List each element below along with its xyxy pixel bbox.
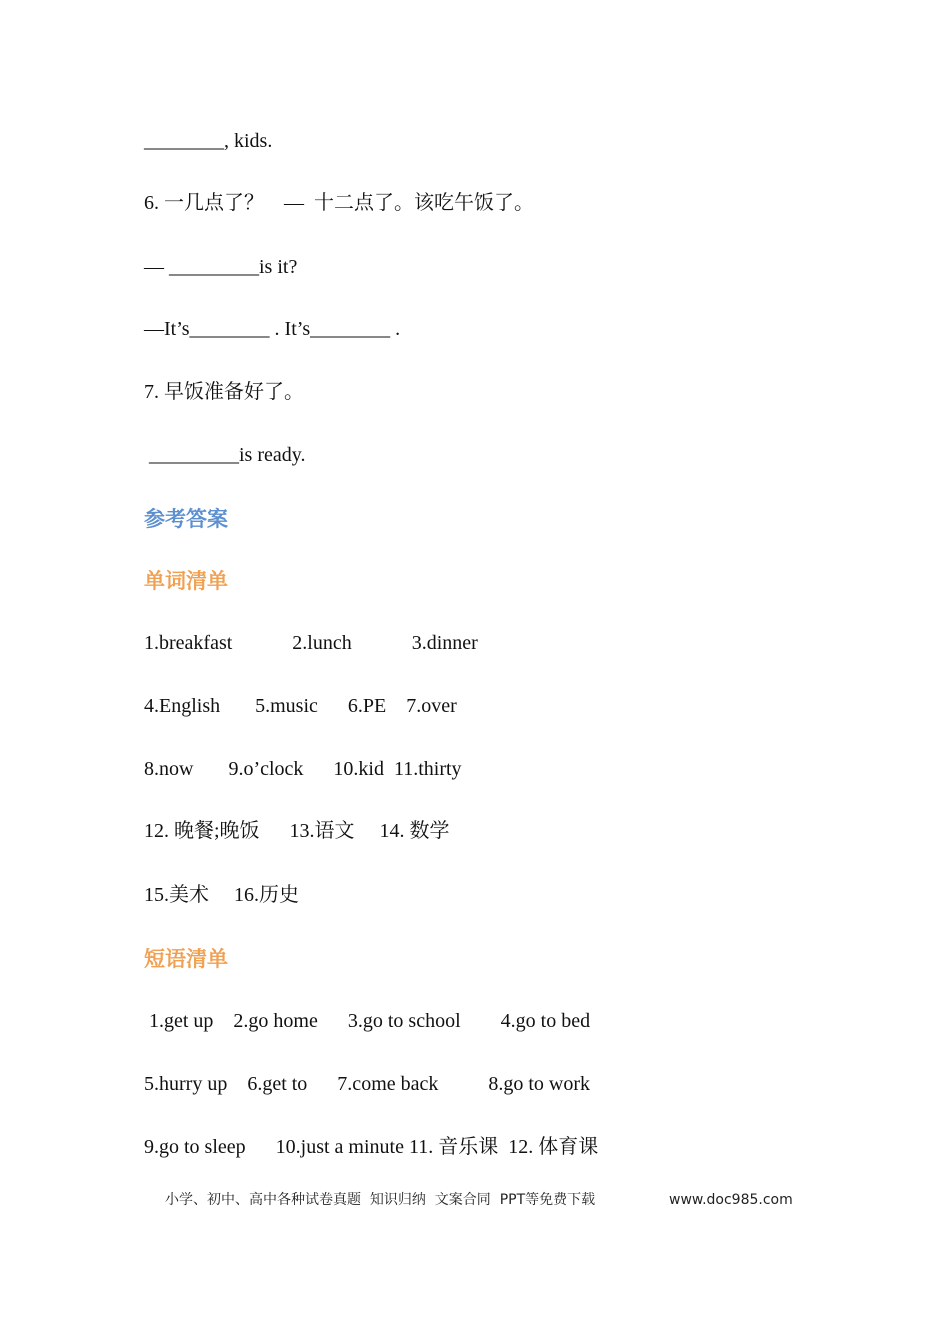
phrase-list-row-1: 1.get up 2.go home 3.go to school 4.go to bed [144,1010,591,1032]
answer-key-heading: 参考答案 [144,507,228,531]
word-list-row-4: 12. 晚餐;晚饭 13.语文 14. 数学 [144,820,450,842]
footer-text: 小学、初中、高中各种试卷真题 知识归纳 文案合同 PPT等免费下载 [165,1192,596,1208]
phrase-list-row-3: 9.go to sleep 10.just a minute 11. 音乐课 12. 体育课 [144,1136,599,1158]
exercise-line-1: ________, kids. [144,130,273,152]
phrase-list-heading: 短语清单 [144,947,228,971]
word-list-row-3: 8.now 9.o’clock 10.kid 11.thirty [144,758,462,780]
question-6: 6. 一几点了？ — 十二点了。该吃午饭了。 [144,192,534,214]
word-list-row-2: 4.English 5.music 6.PE 7.over [144,695,457,717]
word-list-heading: 单词清单 [144,569,228,593]
question-6-blank-a: — _________is it? [144,256,298,278]
question-7-blank: _________is ready. [144,444,306,466]
question-6-blank-b: —It’s________ . It’s________ . [144,318,401,340]
word-list-row-5: 15.美术 16.历史 [144,884,299,906]
footer-url[interactable]: www.doc985.com [669,1192,793,1208]
word-list-row-1: 1.breakfast 2.lunch 3.dinner [144,632,478,654]
question-7: 7. 早饭准备好了。 [144,381,304,403]
phrase-list-row-2: 5.hurry up 6.get to 7.come back 8.go to work [144,1073,591,1095]
